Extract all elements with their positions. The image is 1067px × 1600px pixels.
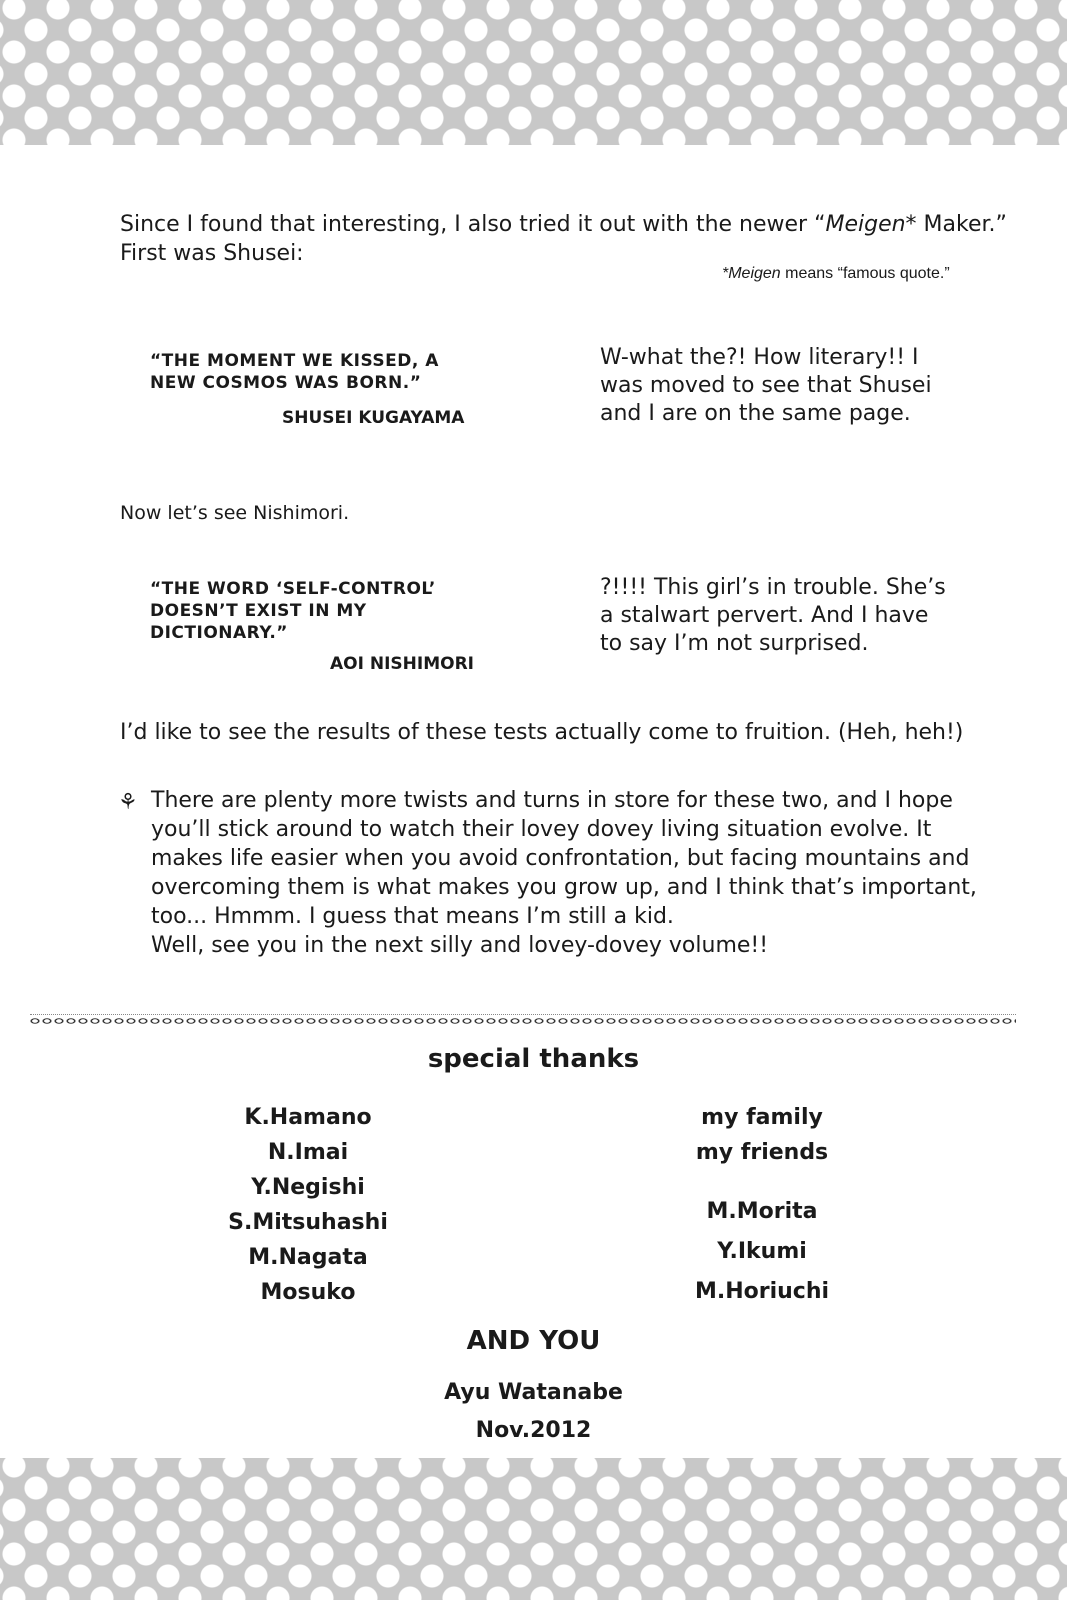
thanks-left-column [178,1100,438,1310]
quote-shusei [150,350,439,394]
reaction-line: to say I’m not surprised. [600,631,869,656]
polka-dot-band-top [0,0,1067,145]
closing-line: too... Hmmm. I guess that means I’m still a kid. [151,904,674,929]
closing-line: There are plenty more twists and turns in store for these two, and I hope [151,788,953,813]
thanks-name: M.Nagata [248,1245,368,1270]
thanks-name: S.Mitsuhashi [228,1210,388,1235]
closing-line: Well, see you in the next silly and lovey-dovey volume!! [151,933,769,958]
quote-nishimori [150,578,436,644]
closing-line: overcoming them is what makes you grow up, and I think that’s important, [151,875,977,900]
intro-line1-a: Since I found that interesting, I also tried it out with the newer “ [120,212,826,237]
quote-attribution-shusei: SHUSEI KUGAYAMA [282,408,465,428]
intro-line2: First was Shusei: [120,241,304,266]
quote-line: DICTIONARY.” [150,623,288,643]
quote-line: “THE WORD ‘SELF-CONTROL’ [150,579,436,599]
transition-text: Now let’s see Nishimori. [120,502,350,524]
reaction-line: a stalwart pervert. And I have [600,603,929,628]
reaction-shusei [600,344,960,428]
reaction-line: and I are on the same page. [600,401,911,426]
quote-line: NEW COSMOS WAS BORN.” [150,373,422,393]
reaction-nishimori [600,574,960,658]
author-name: Ayu Watanabe [444,1380,623,1405]
reaction-line: was moved to see that Shusei [600,373,932,398]
closing-paragraph [151,786,1031,960]
thanks-name: my family [701,1105,823,1130]
quote-line: DOESN’T EXIST IN MY [150,601,367,621]
intro-paragraph [120,210,1020,268]
and-you: AND YOU [466,1326,601,1356]
quote-line: “THE MOMENT WE KISSED, A [150,351,439,371]
thanks-name: my friends [695,1140,829,1165]
closing-line: you’ll stick around to watch their lovey dovey living situation evolve. It [151,817,932,842]
reaction-line: ?!!!! This girl’s in trouble. She’s [600,575,946,600]
special-thanks-title: special thanks [427,1044,640,1074]
closing-line: makes life easier when you avoid confrontation, but facing mountains and [151,846,970,871]
thanks-name: Mosuko [260,1280,356,1305]
author-signature [0,1374,1067,1450]
footnote-term: *Meigen [722,265,781,282]
thanks-name: N.Imai [267,1140,349,1165]
thanks-name: M.Morita [706,1199,818,1224]
intro-meigen: Meigen* [825,212,917,237]
thanks-name: Y.Ikumi [717,1239,807,1264]
footnote [722,265,950,283]
polka-dot-band-bottom [0,1458,1067,1600]
quote-attribution-nishimori: AOI NISHIMORI [330,654,474,674]
thanks-name: K.Hamano [244,1105,372,1130]
clover-icon: ⚘ [118,790,138,815]
results-text: I’d like to see the results of these tests actually come to fruition. (Heh, heh!) [120,720,964,745]
reaction-line: W-what the?! How literary!! I [600,345,919,370]
thanks-right-column [632,1100,892,1312]
footnote-text: means “famous quote.” [780,265,950,282]
wavy-divider [30,1014,1016,1027]
intro-line1-b: Maker.” [916,212,1007,237]
thanks-name: M.Horiuchi [694,1279,830,1304]
thanks-name: Y.Negishi [251,1175,365,1200]
author-date: Nov.2012 [475,1418,592,1443]
